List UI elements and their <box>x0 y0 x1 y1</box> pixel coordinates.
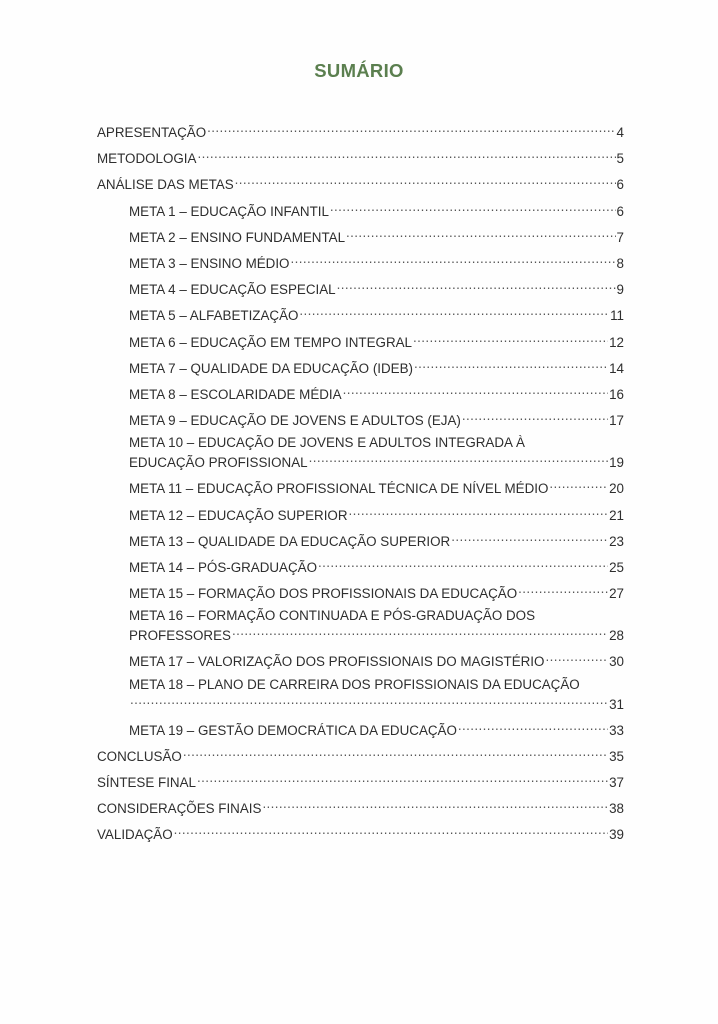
toc-entry-label: META 13 – QUALIDADE DA EDUCAÇÃO SUPERIOR <box>129 533 451 549</box>
toc-entry-row <box>97 121 624 140</box>
toc-entry-page-number: 5 <box>616 151 624 167</box>
toc-entry-label-line1: META 16 – FORMAÇÃO CONTINUADA E PÓS-GRADUAÇÃO DOS <box>129 608 535 624</box>
toc-entry-page-number: 12 <box>609 334 624 350</box>
page-title: SUMÁRIO <box>314 60 404 81</box>
toc-entry-page-number: 14 <box>609 360 624 376</box>
toc-entry-row <box>97 173 624 193</box>
dot-leader <box>290 252 615 268</box>
dot-leader <box>346 226 616 242</box>
toc-entry[interactable] <box>129 477 624 497</box>
dot-leader <box>349 504 609 520</box>
dot-leader <box>330 200 616 216</box>
toc-entry-label: META 17 – VALORIZAÇÃO DOS PROFISSIONAIS DO MAGISTÉRIO <box>129 654 545 670</box>
toc-entry[interactable] <box>129 357 624 376</box>
toc-entry-row <box>129 693 624 712</box>
toc-entry-page-number: 4 <box>616 125 624 140</box>
toc-entry-page-number: 25 <box>609 560 624 575</box>
toc-entry-page-number: 6 <box>616 177 624 193</box>
toc-entry[interactable] <box>129 719 624 738</box>
toc-entry-row <box>129 530 624 549</box>
toc-entry-label: CONSIDERAÇÕES FINAIS <box>97 801 262 817</box>
toc-entry-label: META 12 – EDUCAÇÃO SUPERIOR <box>129 507 348 523</box>
toc-entry[interactable] <box>129 556 624 575</box>
toc-entry[interactable] <box>97 121 624 140</box>
toc-entry[interactable] <box>97 745 624 764</box>
toc-entry-page-number: 23 <box>609 533 624 549</box>
toc-entry[interactable] <box>97 797 624 817</box>
toc-entry-label: META 9 – EDUCAÇÃO DE JOVENS E ADULTOS (EJA) <box>129 413 461 429</box>
toc-entry[interactable] <box>129 383 624 402</box>
toc-entry-row <box>129 278 624 298</box>
dot-leader <box>518 582 608 598</box>
dot-leader <box>262 797 608 813</box>
dot-leader <box>462 409 608 425</box>
toc-entry-label: CONCLUSÃO <box>97 748 182 764</box>
toc-entry-page-number: 6 <box>616 203 624 219</box>
dot-leader <box>337 278 616 294</box>
toc-entry[interactable] <box>129 650 624 670</box>
toc-entry-label: ANÁLISE DAS METAS <box>97 177 234 193</box>
toc-entry-label: META 4 – EDUCAÇÃO ESPECIAL <box>129 282 336 298</box>
toc-entry-row <box>129 252 624 271</box>
toc-entry-label: EDUCAÇÃO PROFISSIONAL <box>129 455 308 471</box>
toc-entry-page-number: 38 <box>609 801 624 817</box>
toc-entry-row <box>129 383 624 402</box>
toc-entry-row <box>129 409 624 429</box>
toc-entry[interactable] <box>129 226 624 245</box>
toc-entry-row <box>129 357 624 376</box>
toc-entry-row <box>129 624 624 644</box>
toc-entry-row <box>129 226 624 245</box>
toc-entry-label: META 5 – ALFABETIZAÇÃO <box>129 308 299 324</box>
toc-entry[interactable] <box>97 147 624 167</box>
toc-entry-page-number: 31 <box>609 696 624 712</box>
dot-leader <box>235 173 616 189</box>
dot-leader <box>545 650 608 666</box>
toc-entry[interactable] <box>129 530 624 549</box>
toc-entry-page-number: 20 <box>609 481 624 497</box>
toc-entry[interactable] <box>129 608 624 644</box>
toc-entry[interactable] <box>129 200 624 219</box>
toc-entry-page-number: 19 <box>609 455 624 471</box>
dot-leader <box>458 719 608 735</box>
toc-entry-page-number: 17 <box>609 413 624 429</box>
toc-entry-row <box>97 147 624 167</box>
toc-entry-page-number: 37 <box>609 775 624 790</box>
toc-entry-page-number: 16 <box>609 387 624 402</box>
dot-leader <box>197 771 608 787</box>
toc-entry-label: VALIDAÇÃO <box>97 827 173 843</box>
dot-leader <box>309 451 609 467</box>
toc-entry-page-number: 33 <box>609 722 624 738</box>
dot-leader <box>451 530 608 546</box>
toc-entry-row <box>97 797 624 817</box>
toc-entry-page-number: 21 <box>609 507 624 523</box>
toc-entry[interactable] <box>97 173 624 193</box>
toc-entry-page-number: 39 <box>609 827 624 843</box>
toc-entry-label: META 6 – EDUCAÇÃO EM TEMPO INTEGRAL <box>129 334 412 350</box>
toc-entry-row <box>129 504 624 523</box>
dot-leader <box>413 331 608 347</box>
dot-leader <box>174 823 608 839</box>
toc-entry-label: SÍNTESE FINAL <box>97 775 196 790</box>
toc-entry[interactable] <box>129 582 624 602</box>
toc-entry-row <box>129 451 624 471</box>
toc-entry-label: META 2 – ENSINO FUNDAMENTAL <box>129 229 346 245</box>
dot-leader <box>232 624 608 640</box>
toc-entry-row <box>129 719 624 738</box>
toc-entry[interactable] <box>129 504 624 523</box>
toc-entry[interactable] <box>97 771 624 790</box>
toc-entry-page-number: 28 <box>609 628 624 644</box>
toc-entry-label-line1: META 18 – PLANO DE CARREIRA DOS PROFISSIONAIS DA EDUCAÇÃO <box>129 676 580 692</box>
toc-entry-label: META 1 – EDUCAÇÃO INFANTIL <box>129 203 329 219</box>
toc-entry-row <box>129 650 624 670</box>
dot-leader <box>299 304 609 320</box>
toc-entry-label: META 11 – EDUCAÇÃO PROFISSIONAL TÉCNICA DE NÍVEL MÉDIO <box>129 481 549 497</box>
dot-leader <box>414 357 608 373</box>
dot-leader <box>343 383 609 399</box>
toc-entry-label: META 14 – PÓS-GRADUAÇÃO <box>129 560 318 575</box>
toc-entry[interactable] <box>97 823 624 843</box>
toc-entry-label: META 8 – ESCOLARIDADE MÉDIA <box>129 387 342 402</box>
toc-entry[interactable] <box>129 278 624 298</box>
toc-entry-label: PROFESSORES <box>129 628 231 644</box>
toc-entry[interactable] <box>129 435 624 471</box>
toc-entry-label-line1: META 10 – EDUCAÇÃO DE JOVENS E ADULTOS INTEGRADA À <box>129 435 525 451</box>
dot-leader <box>183 745 608 761</box>
toc-entry-label: APRESENTAÇÃO <box>97 125 207 140</box>
toc-entry-page-number: 35 <box>609 748 624 764</box>
dot-leader <box>130 693 608 709</box>
toc-entry-page-number: 9 <box>616 282 624 298</box>
dot-leader <box>197 147 615 163</box>
toc-entry-label: META 15 – FORMAÇÃO DOS PROFISSIONAIS DA EDUCAÇÃO <box>129 586 518 602</box>
toc-entry-page-number: 7 <box>616 229 624 245</box>
toc-entry-label: METODOLOGIA <box>97 151 197 167</box>
toc-entry-row <box>97 823 624 843</box>
toc-entry-page-number: 30 <box>609 654 624 670</box>
toc-entry-label: META 7 – QUALIDADE DA EDUCAÇÃO (IDEB) <box>129 360 413 376</box>
toc-entry-row <box>129 556 624 575</box>
toc-entry-page-number: 11 <box>610 308 624 324</box>
toc-entry-label: META 19 – GESTÃO DEMOCRÁTICA DA EDUCAÇÃO <box>129 722 457 738</box>
toc-entry-row <box>129 304 624 324</box>
toc-entry-row <box>129 477 624 497</box>
toc-entry-row <box>129 582 624 602</box>
toc-entry[interactable] <box>129 304 624 324</box>
toc-entry-page-number: 8 <box>616 256 624 271</box>
dot-leader <box>549 477 608 493</box>
dot-leader <box>318 556 608 572</box>
toc-entry[interactable] <box>129 409 624 429</box>
toc-entry-row <box>97 771 624 790</box>
toc-entry[interactable] <box>129 676 624 712</box>
toc-entry[interactable] <box>129 331 624 350</box>
toc-entry-label: META 3 – ENSINO MÉDIO <box>129 256 290 271</box>
toc-entry-row <box>97 745 624 764</box>
toc-entry-row <box>129 200 624 219</box>
toc-entry-page-number: 27 <box>609 586 624 602</box>
dot-leader <box>207 121 615 137</box>
toc-entry-row <box>129 331 624 350</box>
toc-entry[interactable] <box>129 252 624 271</box>
